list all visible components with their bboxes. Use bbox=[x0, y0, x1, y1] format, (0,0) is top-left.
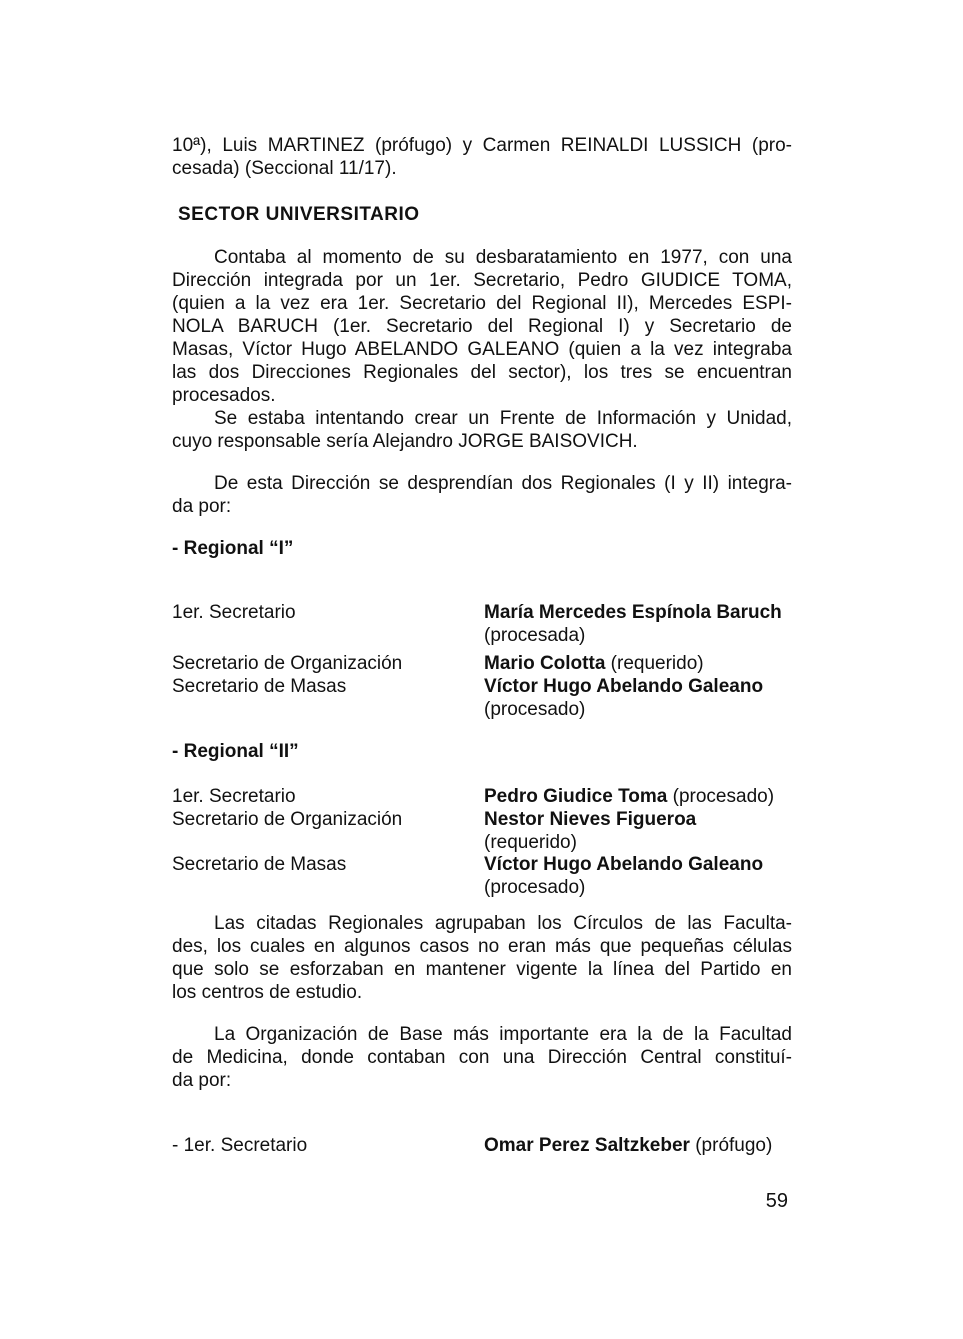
page-number: 59 bbox=[765, 1190, 788, 1212]
text-line: da por: bbox=[172, 496, 232, 517]
text-line: NOLA BARUCH (1er. Secretario del Regional I) y Secretario de bbox=[172, 316, 792, 337]
text-line: que solo se esforzaban en mantener vigente la línea del Partido en bbox=[172, 959, 792, 980]
role-label: - 1er. Secretario bbox=[172, 1135, 308, 1156]
role-label: Secretario de Organización bbox=[172, 653, 403, 674]
member-name: Omar Perez Saltzkeber bbox=[484, 1135, 690, 1156]
member-status: (requerido) bbox=[484, 832, 577, 853]
regional-2-title: - Regional “II” bbox=[172, 741, 299, 762]
member-status: (procesado) bbox=[672, 786, 775, 807]
member-entry bbox=[484, 601, 794, 647]
text-line: 10ª), Luis MARTINEZ (prófugo) y Carmen REINALDI LUSSICH (pro- bbox=[172, 135, 792, 156]
text-line: de Medicina, donde contaban con una Dirección Central constituí- bbox=[172, 1047, 792, 1068]
role-label: 1er. Secretario bbox=[172, 786, 296, 807]
paragraph-medicina bbox=[172, 1023, 792, 1092]
document-page bbox=[172, 0, 792, 1339]
role-label: Secretario de Masas bbox=[172, 854, 347, 875]
member-name: Víctor Hugo Abelando Galeano bbox=[484, 854, 764, 875]
role-label: 1er. Secretario bbox=[172, 602, 296, 623]
text-line: des, los cuales en algunos casos no eran más que pequeñas células bbox=[172, 936, 792, 957]
member-name: Víctor Hugo Abelando Galeano bbox=[484, 676, 764, 697]
member-status: (prófugo) bbox=[695, 1135, 773, 1156]
member-name: Mario Colotta bbox=[484, 653, 606, 674]
member-status: (procesado) bbox=[484, 877, 586, 898]
member-entry bbox=[484, 652, 794, 675]
section-heading: SECTOR UNIVERSITARIO bbox=[178, 204, 420, 225]
member-entry bbox=[484, 675, 794, 721]
member-status: (requerido) bbox=[610, 653, 704, 674]
role-label: Secretario de Masas bbox=[172, 676, 347, 697]
member-name: Pedro Giudice Toma bbox=[484, 786, 668, 807]
text-line: da por: bbox=[172, 1070, 232, 1091]
text-line: Masas, Víctor Hugo ABELANDO GALEANO (quien a la vez integraba bbox=[172, 339, 792, 360]
text-line: Se estaba intentando crear un Frente de Información y Unidad, bbox=[214, 408, 792, 429]
text-line: cesada) (Seccional 11/17). bbox=[172, 158, 397, 179]
regional-1-title: - Regional “I” bbox=[172, 538, 294, 559]
member-status: (procesado) bbox=[484, 699, 586, 720]
paragraph-regionales bbox=[172, 472, 792, 518]
text-line: Contaba al momento de su desbaratamiento en 1977, con una bbox=[214, 247, 792, 268]
member-entry bbox=[484, 808, 794, 854]
text-line: las dos Direcciones Regionales del sector), los tres se encuentran bbox=[172, 362, 792, 383]
member-name: Nestor Nieves Figueroa bbox=[484, 809, 697, 830]
text-line: La Organización de Base más importante era la de la Facultad bbox=[214, 1024, 792, 1045]
intro-paragraph bbox=[172, 134, 792, 180]
paragraph-direccion bbox=[172, 246, 792, 407]
role-label: Secretario de Organización bbox=[172, 809, 403, 830]
member-name: María Mercedes Espínola Baruch bbox=[484, 602, 782, 623]
member-entry bbox=[484, 1134, 794, 1157]
paragraph-circulos bbox=[172, 912, 792, 1004]
text-line: (quien a la vez era 1er. Secretario del Regional II), Mercedes ESPI- bbox=[172, 293, 792, 314]
paragraph-frente bbox=[172, 407, 792, 453]
member-status: (procesada) bbox=[484, 625, 586, 646]
member-entry bbox=[484, 785, 794, 808]
text-line: los centros de estudio. bbox=[172, 982, 363, 1003]
text-line: cuyo responsable sería Alejandro JORGE BAISOVICH. bbox=[172, 431, 638, 452]
text-line: Las citadas Regionales agrupaban los Círculos de las Faculta- bbox=[214, 913, 792, 934]
text-line: Dirección integrada por un 1er. Secretario, Pedro GIUDICE TOMA, bbox=[172, 270, 792, 291]
text-line: procesados. bbox=[172, 385, 276, 406]
member-entry bbox=[484, 853, 794, 899]
text-line: De esta Dirección se desprendían dos Regionales (I y II) integra- bbox=[214, 473, 792, 494]
